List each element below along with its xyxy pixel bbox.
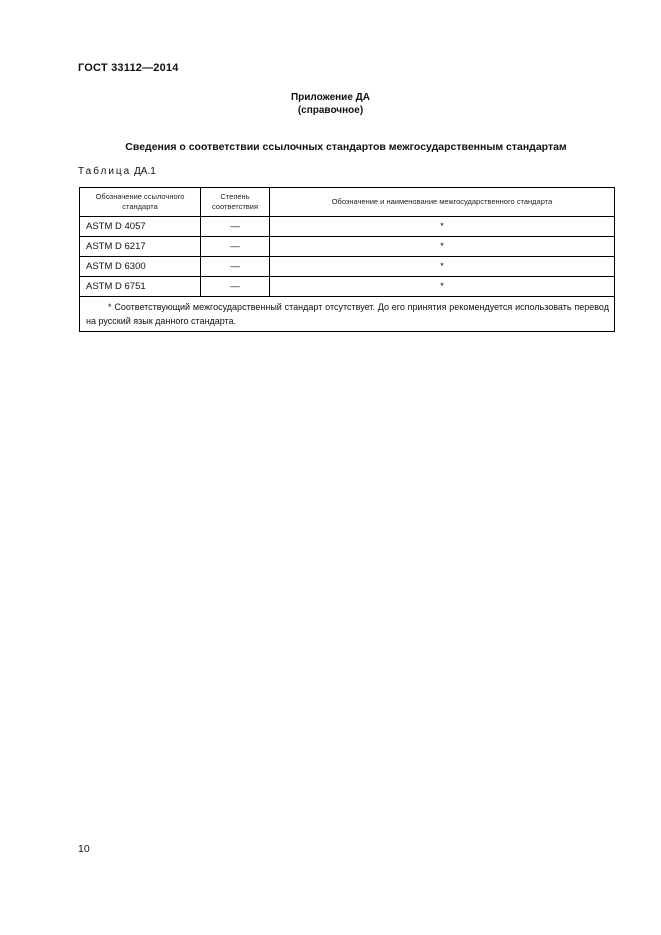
reference-standard-cell: ASTM D 6217 (80, 237, 201, 257)
column-header-degree: Степень соответствия (201, 188, 270, 217)
appendix-heading (0, 91, 661, 117)
table-row (80, 257, 615, 277)
degree-cell: — (201, 237, 270, 257)
column-header-reference-standard: Обозначение ссылочного стандарта (80, 188, 201, 217)
interstate-standard-cell: * (270, 217, 615, 237)
document-code: ГОСТ 33112—2014 (78, 62, 179, 74)
interstate-standard-cell: * (270, 277, 615, 297)
table-caption-number: ДА.1 (134, 166, 156, 177)
table-footnote-row (80, 297, 615, 332)
footnote-text: * Соответствующий межгосударственный стандарт отсутствует. До его принятия рекомендуется использовать перевод на русский язык данного стандарта. (86, 302, 609, 326)
column-header-interstate-standard: Обозначение и наименование межгосударственного стандарта (270, 188, 615, 217)
table-caption-word: Таблица (78, 166, 132, 177)
degree-cell: — (201, 257, 270, 277)
degree-cell: — (201, 217, 270, 237)
reference-standard-cell: ASTM D 6751 (80, 277, 201, 297)
table-footnote (80, 297, 615, 332)
page-number: 10 (78, 843, 90, 855)
section-title: Сведения о соответствии ссылочных стандартов межгосударственным стандартам (125, 141, 567, 153)
reference-standard-cell: ASTM D 4057 (80, 217, 201, 237)
table-row (80, 277, 615, 297)
table-row (80, 217, 615, 237)
interstate-standard-cell: * (270, 257, 615, 277)
reference-standard-cell: ASTM D 6300 (80, 257, 201, 277)
appendix-subtitle: (справочное) (297, 105, 364, 116)
table-caption (78, 166, 156, 177)
degree-cell: — (201, 277, 270, 297)
interstate-standard-cell: * (270, 237, 615, 257)
table-header-row (80, 188, 615, 217)
table-row (80, 237, 615, 257)
standards-table (79, 187, 615, 332)
appendix-title: Приложение ДА (290, 92, 371, 103)
